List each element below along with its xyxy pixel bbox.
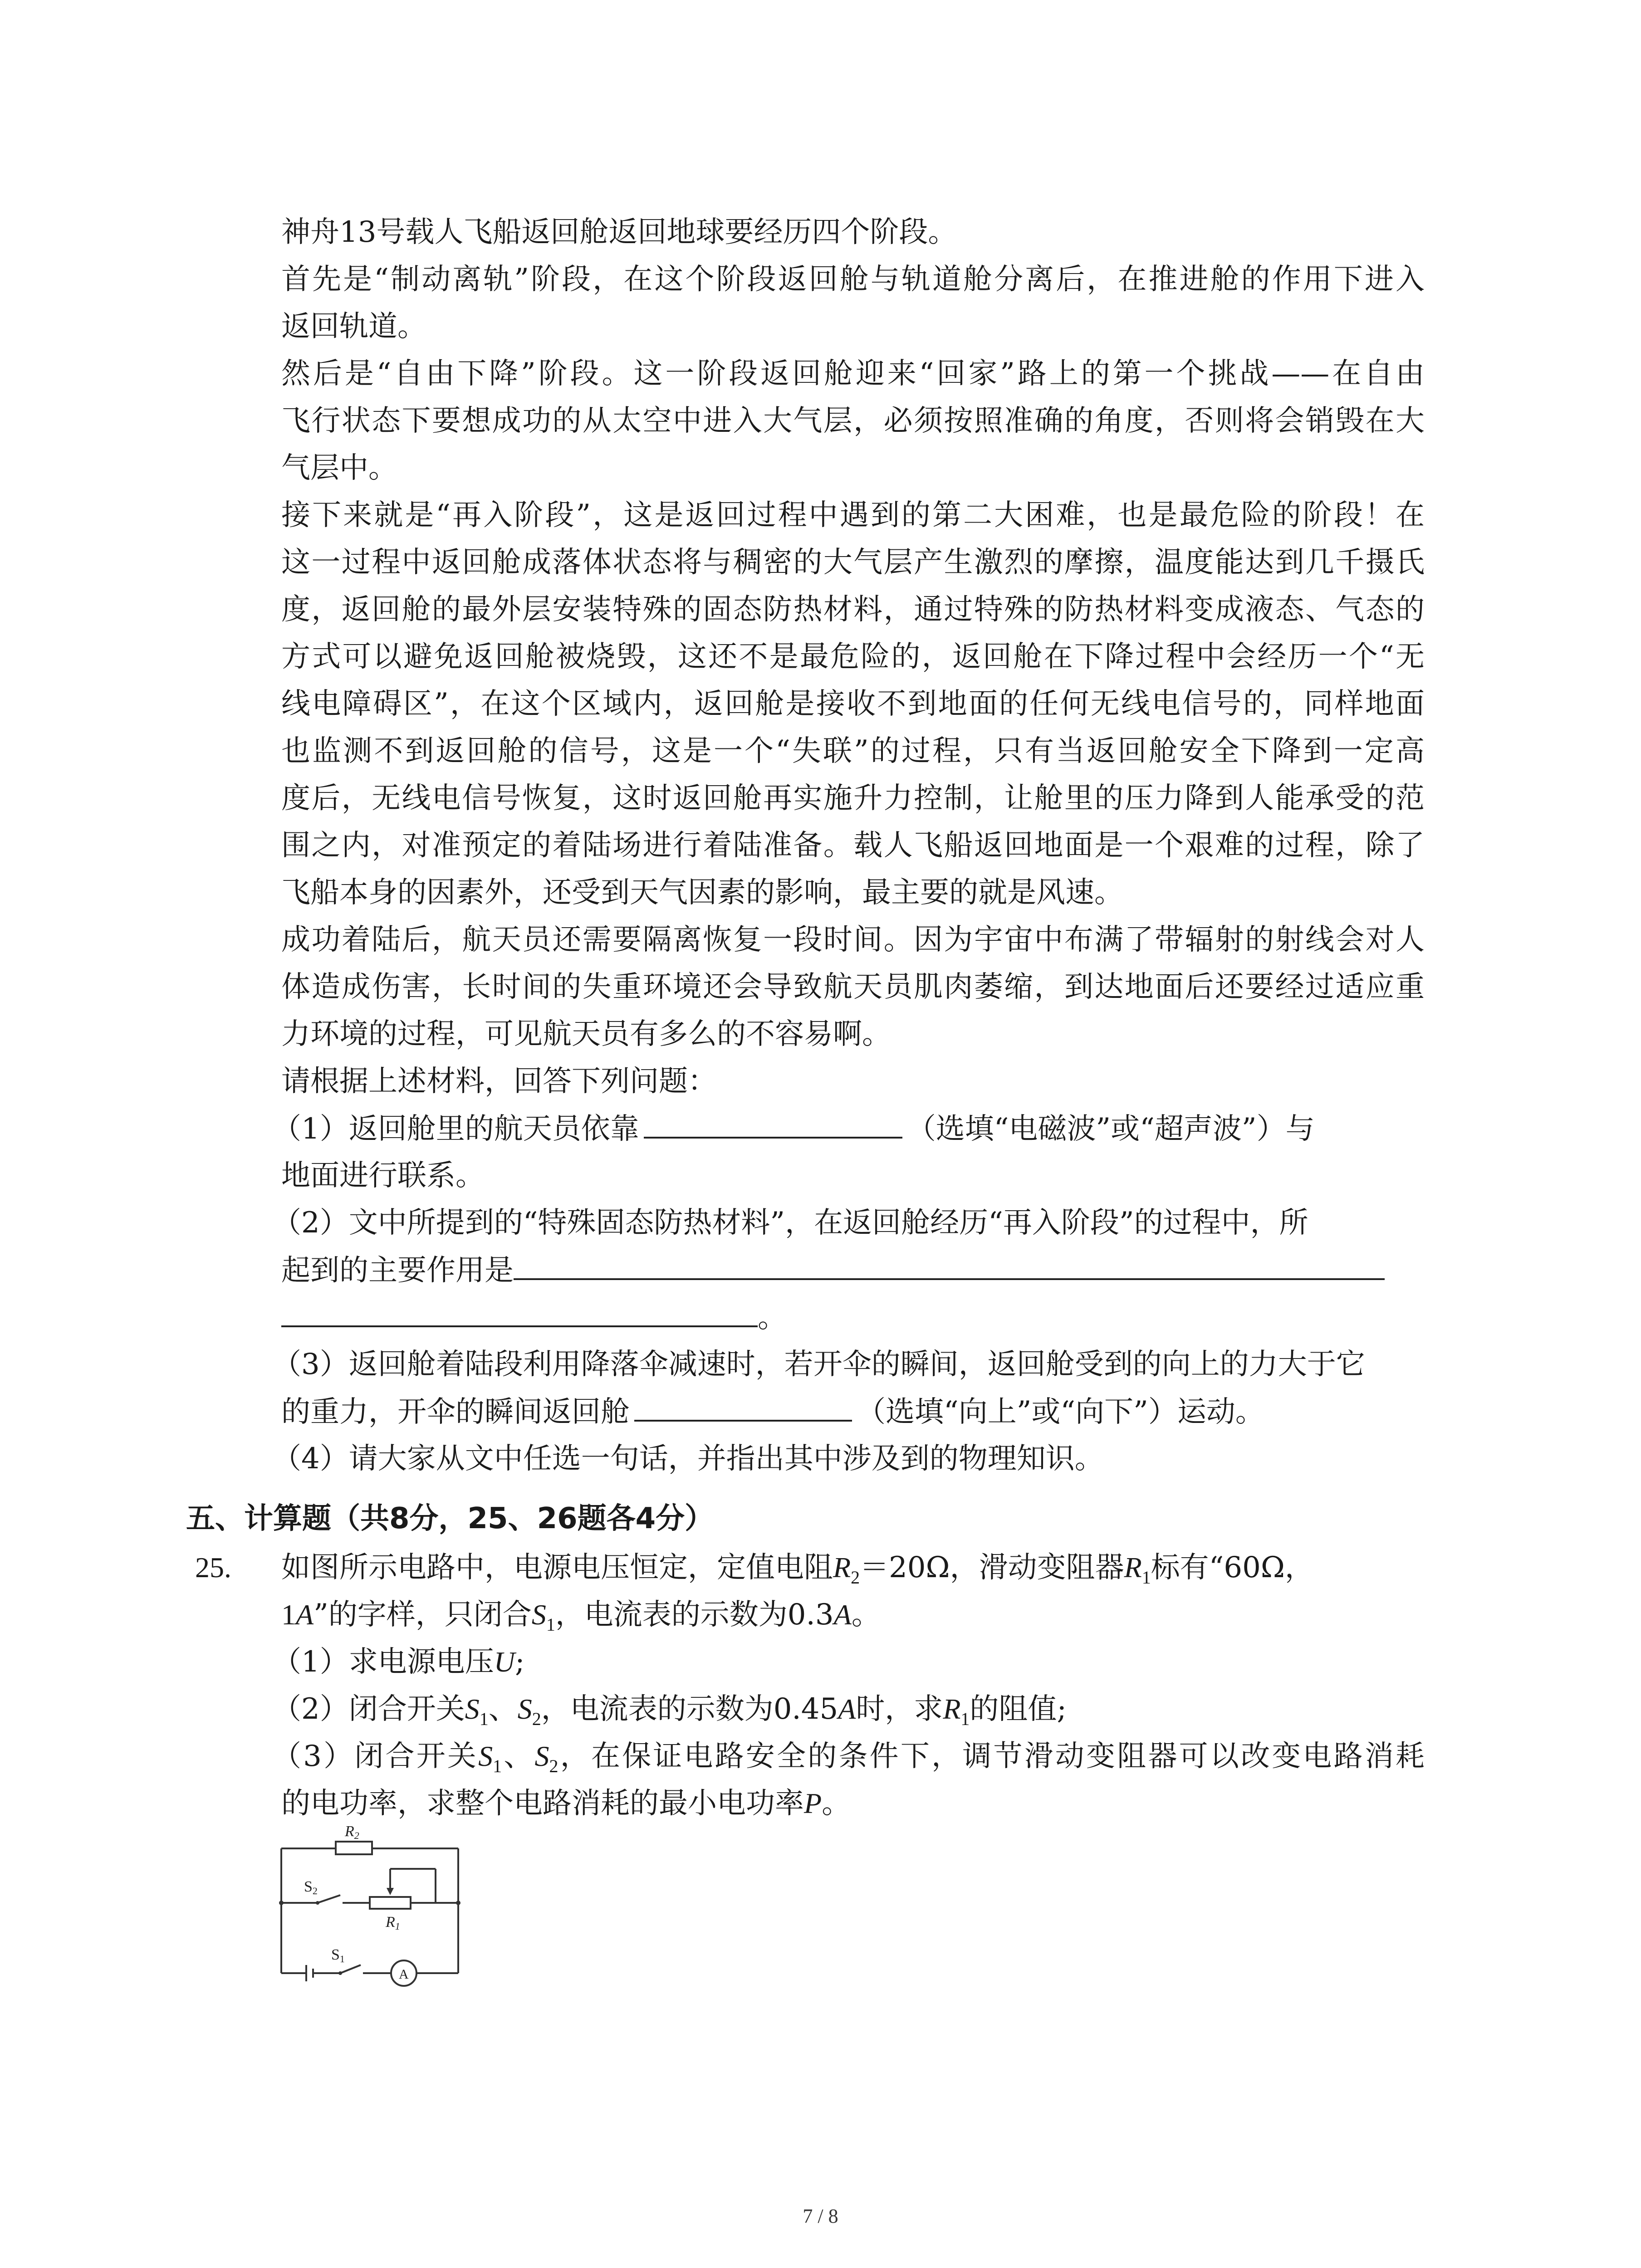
text-line: 如图所示电路中，电源电压恒定，定值电阻$R_2=20\Omega$，滑动变阻器$R_1$标有“60Ω， bbox=[281, 1551, 1314, 1588]
text-line: 神舟13号载人飞船返回舱返回地球要经历四个阶段。 bbox=[281, 215, 957, 249]
circuit-diagram bbox=[272, 1823, 472, 2005]
text-line: 方式可以避免返回舱被烧毁，这还不是最危险的，返回舱在下降过程中会经历一个“无 bbox=[281, 640, 1425, 674]
question-25-sub1 bbox=[272, 1638, 1425, 1686]
label-r2: R2 bbox=[345, 1823, 359, 1841]
text-line: 成功着陆后，航天员还需要隔离恢复一段时间。因为宇宙中布满了带辐射的射线会对人 bbox=[281, 923, 1425, 957]
page-number: 7 / 8 bbox=[803, 2205, 838, 2227]
text-line: （2）闭合开关$S_1$、$S_2$，电流表的示数为0.45A时，求$R_1$的阻值; bbox=[272, 1692, 1067, 1729]
text-line: 这一过程中返回舱成落体状态将与稠密的大气层产生激烈的摩擦，温度能达到几千摄氏 bbox=[281, 546, 1425, 579]
question-4 bbox=[272, 1435, 1425, 1482]
text-line: 飞行状态下要想成功的从太空中进入大气层，必须按照准确的角度，否则将会销毁在大 bbox=[281, 404, 1425, 438]
text-line: 度后，无线电信号恢复，这时返回舱再实施升力控制，让舱里的压力降到人能承受的范 bbox=[281, 782, 1425, 815]
text-line: 也监测不到返回舱的信号，这是一个“失联”的过程，只有当返回舱安全下降到一定高 bbox=[281, 734, 1425, 768]
label-s2: S2 bbox=[304, 1878, 318, 1897]
answer-blank-q2-line2[interactable] bbox=[281, 1294, 758, 1327]
junction-left bbox=[279, 1901, 284, 1905]
text-line: 地面进行联系。 bbox=[281, 1159, 485, 1193]
switch-s1-blade bbox=[340, 1965, 361, 1973]
label-s1: S1 bbox=[331, 1946, 345, 1965]
text-line: 线电障碍区”，在这个区域内，返回舱是接收不到地面的任何无线电信号的，同样地面 bbox=[281, 687, 1425, 721]
passage-paragraph-2 bbox=[281, 256, 1425, 350]
switch-s2-blade bbox=[318, 1895, 340, 1903]
junction-right bbox=[456, 1901, 460, 1905]
question-3 bbox=[272, 1341, 1425, 1435]
question-2 bbox=[272, 1199, 1425, 1341]
resistor-r2 bbox=[336, 1842, 372, 1854]
text-line: 气层中。 bbox=[281, 451, 397, 485]
text-line: 的重力，开伞的瞬间返回舱 （选填“向上”或“向下”）运动。 bbox=[272, 1388, 1425, 1435]
text-line: 返回轨道。 bbox=[281, 310, 426, 343]
text-line: （4）请大家从文中任选一句话，并指出其中涉及到的物理知识。 bbox=[272, 1442, 1104, 1476]
text-line: 接下来就是“再入阶段”，这是返回过程中遇到的第二大困难，也是最危险的阶段！在 bbox=[281, 499, 1425, 532]
text-line: 。 bbox=[272, 1294, 1425, 1341]
text-line: 1A”的字样，只闭合$S_1$，电流表的示数为0.3A。 bbox=[281, 1598, 881, 1635]
text-line: 的电功率，求整个电路消耗的最小电功率P。 bbox=[281, 1787, 851, 1820]
label-r1: R1 bbox=[386, 1914, 400, 1932]
text-line: （1）求电源电压U; bbox=[272, 1645, 525, 1679]
passage-paragraph-5 bbox=[281, 916, 1425, 1058]
text-line: 首先是“制动离轨”阶段，在这个阶段返回舱与轨道舱分离后，在推进舱的作用下进入 bbox=[281, 263, 1425, 296]
question-25-sub3 bbox=[272, 1733, 1425, 1827]
text-line: （3）返回舱着陆段利用降落伞减速时，若开伞的瞬间，返回舱受到的向上的力大于它 bbox=[272, 1348, 1365, 1381]
text-line: 请根据上述材料，回答下列问题： bbox=[281, 1065, 717, 1098]
question-number-25: 25. bbox=[195, 1551, 231, 1584]
text-line: （2）文中所提到的“特殊固态防热材料”，在返回舱经历“再入阶段”的过程中，所 bbox=[272, 1206, 1308, 1240]
text-line: 飞船本身的因素外，还受到天气因素的影响，最主要的就是风速。 bbox=[281, 876, 1123, 909]
question-25-sub2 bbox=[272, 1686, 1425, 1733]
text-line: 力环境的过程，可见航天员有多么的不容易啊。 bbox=[281, 1017, 891, 1051]
text-line: （1）返回舱里的航天员依靠 （选填“电磁波”或“超声波”）与 bbox=[272, 1105, 1425, 1152]
text-line: 然后是“自由下降”阶段。这一阶段返回舱迎来“回家”路上的第一个挑战——在自由 bbox=[281, 357, 1425, 391]
text-line: 体造成伤害，长时间的失重环境还会导致航天员肌肉萎缩，到达地面后还要经过适应重 bbox=[281, 970, 1425, 1004]
slider-arrow-head bbox=[387, 1888, 394, 1895]
answer-blank-q1[interactable] bbox=[644, 1105, 902, 1139]
section-title: 五、计算题（共8分，25、26题各4分） bbox=[186, 1502, 714, 1535]
passage-paragraph-4 bbox=[281, 492, 1425, 916]
text-line: 起到的主要作用是 bbox=[272, 1246, 1425, 1294]
text-line: 度，返回舱的最外层安装特殊的固态防热材料，通过特殊的防热材料变成液态、气态的 bbox=[281, 593, 1425, 626]
text-line: 围之内，对准预定的着陆场进行着陆准备。载人飞船返回地面是一个艰难的过程，除了 bbox=[281, 829, 1425, 862]
rheostat-r1 bbox=[370, 1897, 411, 1909]
passage-paragraph-3 bbox=[281, 350, 1425, 492]
answer-blank-q3[interactable] bbox=[634, 1388, 852, 1422]
text-line: （3）闭合开关$S_1$、$S_2$，在保证电路安全的条件下，调节滑动变阻器可以改变电路消耗 bbox=[272, 1740, 1425, 1776]
question-1 bbox=[272, 1105, 1425, 1199]
passage-prompt bbox=[281, 1058, 1425, 1105]
answer-blank-q2-line1[interactable] bbox=[514, 1246, 1385, 1280]
label-ammeter: A bbox=[399, 1967, 409, 1982]
passage-paragraph-1 bbox=[281, 209, 1425, 256]
question-25-stem bbox=[281, 1544, 1425, 1638]
